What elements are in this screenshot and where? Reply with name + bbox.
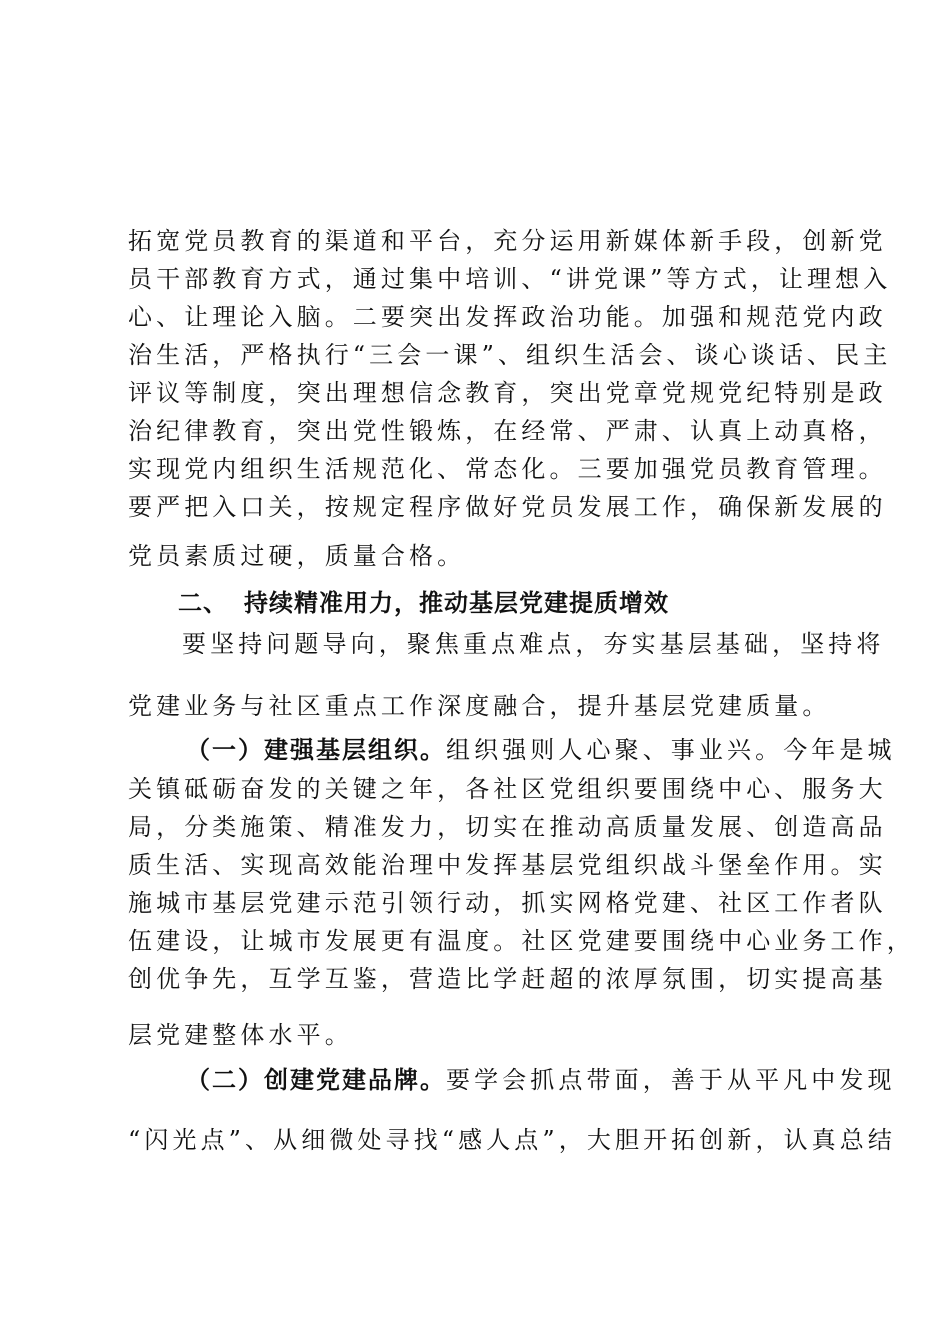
section-intro-line: 党建业务与社区重点工作深度融合，提升基层党建质量。 [128,692,831,720]
subsection-1-first-line [128,730,896,770]
body-line: 评议等制度，突出理想信念教育，突出党章党规党纪特别是政 [128,379,887,407]
body-line: 员干部教育方式，通过集中培训、“讲党课”等方式，让理想入 [128,265,892,293]
body-line: “闪光点”、从细微处寻找“感人点”，大胆开拓创新，认真总结 [128,1126,896,1154]
body-line: 拓宽党员教育的渠道和平台，充分运用新媒体新手段，创新党 [128,227,887,255]
subsection-2-label: （二）创建党建品牌。 [186,1066,446,1094]
body-line: 要严把入口关，按规定程序做好党员发展工作，确保新发展的 [128,493,887,521]
body-line: 治纪律教育，突出党性锻炼，在经常、严肃、认真上动真格， [128,417,887,445]
body-line: 创优争先，互学互鉴，营造比学赶超的浓厚氛围，切实提高基 [128,965,887,993]
body-line: 关镇砥砺奋发的关键之年，各社区党组织要围绕中心、服务大 [128,775,887,803]
section-number: 二、 [178,589,228,617]
body-line: 伍建设，让城市发展更有温度。社区党建要围绕中心业务工作， [128,927,915,955]
body-line: 质生活、实现高效能治理中发挥基层党组织战斗堡垒作用。实 [128,851,887,879]
subsection-2-first-line [128,1060,896,1100]
body-line: 施城市基层党建示范引领行动，抓实网格党建、社区工作者队 [128,889,887,917]
section-heading [128,583,828,623]
body-line: 治生活，严格执行“三会一课”、组织生活会、谈心谈话、民主 [128,341,892,369]
body-line: 局，分类施策、精准发力，切实在推动高质量发展、创造高品 [128,813,887,841]
section-intro-line: 要坚持问题导向，聚焦重点难点，夯实基层基础，坚持将 [182,630,885,658]
body-line: 层党建整体水平。 [128,1021,353,1049]
subsection-1-label: （一）建强基层组织。 [186,736,446,764]
section-title: 持续精准用力，推动基层党建提质增效 [244,589,669,617]
body-line: 心、让理论入脑。二要突出发挥政治功能。加强和规范党内政 [128,303,887,331]
subsection-1-text: 组织强则人心聚、事业兴。今年是城 [446,736,896,764]
body-line: 实现党内组织生活规范化、常态化。三要加强党员教育管理。 [128,455,887,483]
body-line: 党员素质过硬，质量合格。 [128,542,466,570]
subsection-2-text: 要学会抓点带面，善于从平凡中发现 [446,1066,896,1094]
